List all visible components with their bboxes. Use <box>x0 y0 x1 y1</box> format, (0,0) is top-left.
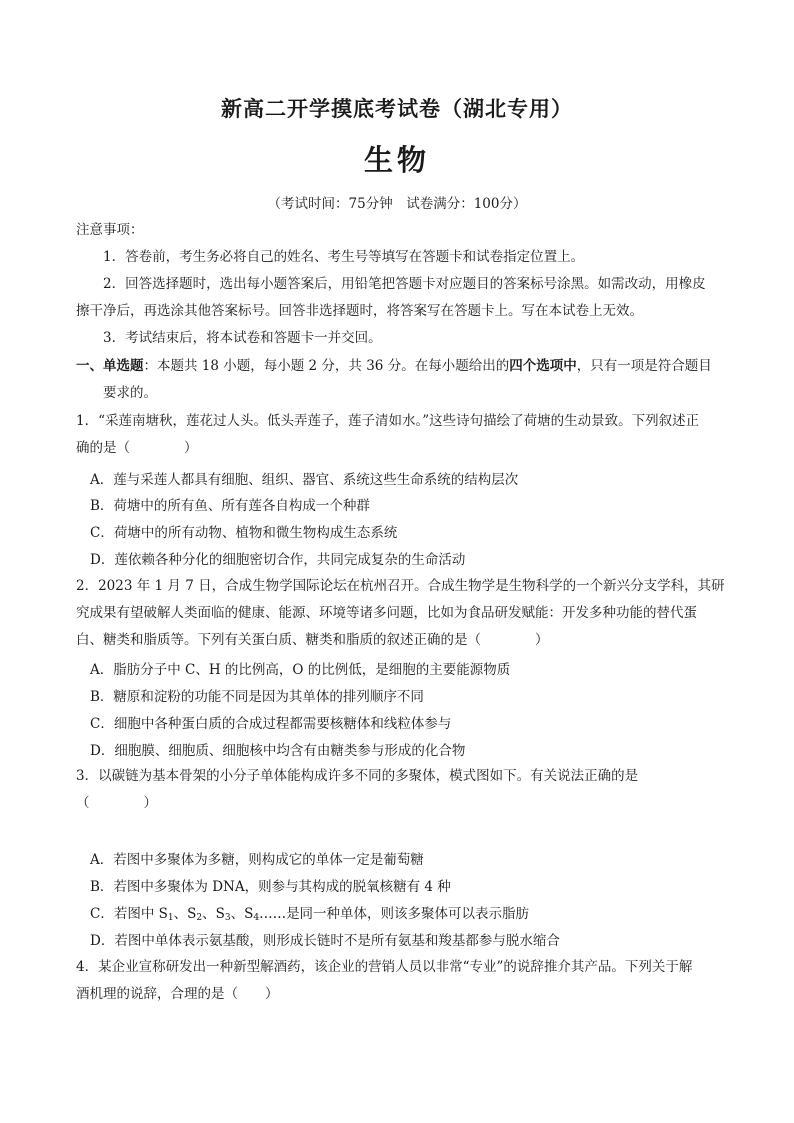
text-run: 、S <box>173 906 197 922</box>
notice-item: 3．考试结束后，将本试卷和答题卡一并交回。 <box>103 330 382 346</box>
option-c <box>90 902 529 923</box>
question-stem: 酒机理的说辞，合理的是（ ） <box>76 986 279 1002</box>
question-stem: 究成果有望破解人类面临的健康、能源、环境等诸多问题，比如为食品研发赋能：开发多种功能的替代蛋 <box>76 605 697 621</box>
option-d: D．若图中单体表示氨基酸，则形成长链时不是所有氨基和羧基都参与脱水缩合 <box>90 933 560 949</box>
notice-item-cont: 擦干净后，再选涂其他答案标号。回答非选择题时，将答案写在答题卡上。写在本试卷上无效。 <box>76 303 643 319</box>
question-stem: 3．以碳链为基本骨架的小分子单体能构成许多不同的多聚体，模式图如下。有关说法正确的是 <box>76 768 639 784</box>
text-run: C．若图中 S <box>90 906 168 922</box>
section-desc-cont: 要求的。 <box>103 385 157 401</box>
question-stem: 确的是（ ） <box>76 440 198 456</box>
section-header <box>76 356 712 376</box>
section-desc: ：本题共 18 小题，每小题 2 分，共 36 分。在每小题给出的 <box>143 358 510 374</box>
section-emph: 四个选项中 <box>509 358 577 374</box>
notice-heading: 注意事项： <box>76 222 144 238</box>
option-b: B．糖原和淀粉的功能不同是因为其单体的排列顺序不同 <box>90 689 424 705</box>
option-c: C．荷塘中的所有动物、植物和微生物构成生态系统 <box>90 525 398 541</box>
option-d: D．细胞膜、细胞质、细胞核中均含有由糖类参与形成的化合物 <box>90 743 466 759</box>
subscript: 3 <box>224 913 231 923</box>
question-stem: 1．“采莲南塘秋，莲花过人头。低头弄莲子，莲子清如水。”这些诗句描绘了荷塘的生动景致。下列叙述正 <box>76 413 700 429</box>
text-run: 、S <box>202 906 225 922</box>
option-b: B．荷塘中的所有鱼、所有莲各自构成一个种群 <box>90 498 370 514</box>
option-c: C．细胞中各种蛋白质的合成过程都需要核糖体和线粒体参与 <box>90 716 452 732</box>
text-run: ……是同一种单体，则该多聚体可以表示脂肪 <box>259 906 530 922</box>
question-stem: 4．某企业宣称研发出一种新型解酒药，该企业的营销人员以非常“专业”的说辞推介其产品。下列关于解 <box>76 959 693 975</box>
exam-title: 新高二开学摸底考试卷（湖北专用） <box>221 96 573 121</box>
subject-title: 生物 <box>363 143 430 177</box>
question-stem: 2．2023 年 1 月 7 日，合成生物学国际论坛在杭州召开。合成生物学是生物科学的一个新兴分支学科，其研 <box>76 578 725 594</box>
notice-item: 2．回答选择题时，选出每小题答案后，用铅笔把答题卡对应题目的答案标号涂黑。如需改动，用橡皮 <box>103 276 706 292</box>
option-d: D．莲依赖各种分化的细胞密切合作，共同完成复杂的生命活动 <box>90 552 466 568</box>
question-stem: （ ） <box>76 795 157 811</box>
option-a: A．莲与采莲人都具有细胞、组织、器官、系统这些生命系统的结构层次 <box>90 472 519 488</box>
notice-item: 1．答卷前，考生务必将自己的姓名、考生号等填写在答题卡和试卷指定位置上。 <box>103 249 585 265</box>
subscript: 2 <box>196 913 203 923</box>
subscript: 4 <box>253 913 260 923</box>
text-run: 、S <box>230 906 254 922</box>
option-b: B．若图中多聚体为 DNA，则参与其构成的脱氧核糖有 4 种 <box>90 879 451 895</box>
question-stem: 白、糖类和脂质等。下列有关蛋白质、糖类和脂质的叙述正确的是（ ） <box>76 632 549 648</box>
option-a: A．若图中多聚体为多糖，则构成它的单体一定是葡萄糖 <box>90 852 424 868</box>
section-desc: ，只有一项是符合题目 <box>576 358 712 374</box>
option-a: A．脂肪分子中 C、H 的比例高，O 的比例低，是细胞的主要能源物质 <box>90 662 511 678</box>
section-label: 一、单选题 <box>76 358 144 374</box>
exam-meta: （考试时间：75分钟 试卷满分：100分） <box>267 196 527 212</box>
subscript: 1 <box>167 913 174 923</box>
